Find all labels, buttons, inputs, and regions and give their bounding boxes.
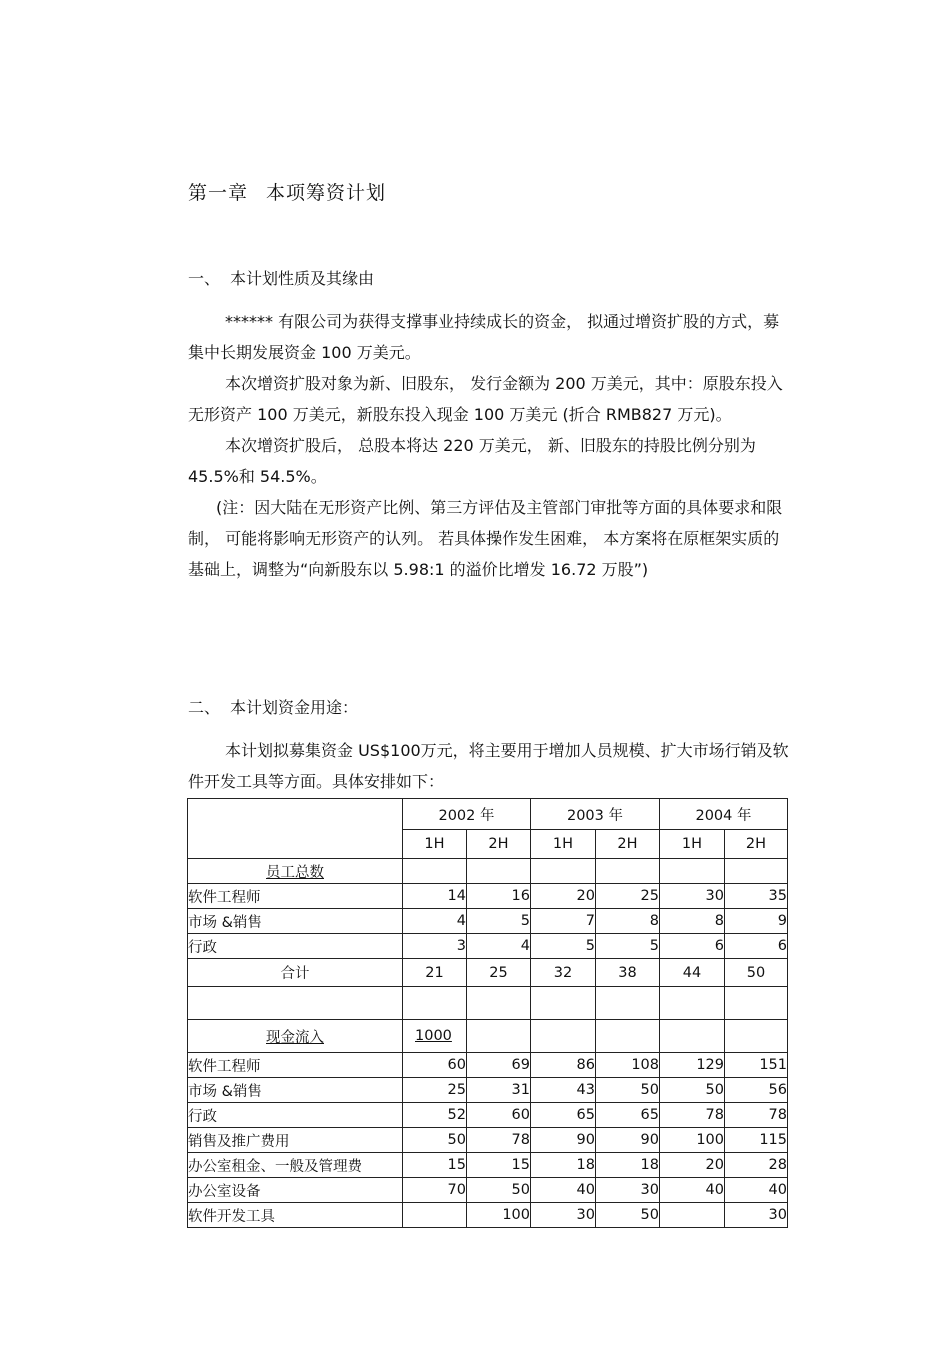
row-value: 4: [467, 934, 531, 959]
row-value: [403, 1203, 467, 1228]
row-value: 115: [725, 1128, 788, 1153]
row-value: 50: [596, 1203, 660, 1228]
table-row: [188, 1178, 788, 1203]
half-header: 2H: [467, 830, 531, 859]
total-label: 合计: [188, 959, 403, 987]
row-label: 销售及推广费用: [188, 1128, 403, 1153]
total-value: 32: [531, 959, 596, 987]
row-label: 办公室租金、一般及管理费: [188, 1153, 403, 1178]
table-row: [188, 1103, 788, 1128]
section-2-number: 二、: [188, 698, 221, 717]
half-header: 1H: [531, 830, 596, 859]
section-1-title: 本计划性质及其缘由: [230, 269, 375, 288]
row-value: 100: [467, 1203, 531, 1228]
total-value: 50: [725, 959, 788, 987]
row-value: 70: [403, 1178, 467, 1203]
section-1-number: 一、: [188, 269, 221, 288]
chapter-title: [188, 178, 386, 205]
staff-rows: [188, 884, 788, 959]
row-value: 52: [403, 1103, 467, 1128]
row-value: 15: [403, 1153, 467, 1178]
row-label: 办公室设备: [188, 1178, 403, 1203]
year-header: 2004 年: [660, 799, 788, 830]
paragraph: 本计划拟募集资金 US$100万元，将主要用于增加人员规模、扩大市场行销及软件开发工具等方面。具体安排如下：: [188, 741, 789, 791]
funding-plan-table: [187, 798, 788, 1228]
table-row: [188, 934, 788, 959]
row-value: 43: [531, 1078, 596, 1103]
row-value: 108: [596, 1053, 660, 1078]
row-value: 3: [403, 934, 467, 959]
paragraph: 本次增资扩股对象为新、旧股东， 发行金额为 200 万美元，其中：原股东投入无形资产 100 万美元，新股东投入现金 100 万美元 (折合 RMB827 万元)。: [188, 374, 783, 424]
row-label: 软件工程师: [188, 1053, 403, 1078]
row-value: 40: [725, 1178, 788, 1203]
row-value: 90: [596, 1128, 660, 1153]
row-value: 86: [531, 1053, 596, 1078]
section-2-heading: [188, 695, 358, 718]
table-row: [188, 1078, 788, 1103]
half-header: 2H: [596, 830, 660, 859]
row-label: 市场 &销售: [188, 1078, 403, 1103]
section-2-title: 本计划资金用途：: [230, 698, 359, 717]
row-value: 8: [660, 909, 725, 934]
row-value: 18: [531, 1153, 596, 1178]
row-value: 50: [596, 1078, 660, 1103]
row-value: 60: [403, 1053, 467, 1078]
row-value: 14: [403, 884, 467, 909]
row-value: 78: [725, 1103, 788, 1128]
row-value: 69: [467, 1053, 531, 1078]
staff-header: 员工总数: [266, 864, 324, 881]
total-value: 38: [596, 959, 660, 987]
row-value: 18: [596, 1153, 660, 1178]
table-row: [188, 1053, 788, 1078]
row-value: 30: [531, 1203, 596, 1228]
row-value: 129: [660, 1053, 725, 1078]
row-label: 软件开发工具: [188, 1203, 403, 1228]
row-value: 15: [467, 1153, 531, 1178]
row-value: 4: [403, 909, 467, 934]
row-value: 65: [531, 1103, 596, 1128]
row-value: 151: [725, 1053, 788, 1078]
row-value: 9: [725, 909, 788, 934]
row-value: 50: [403, 1128, 467, 1153]
section-1-heading: [188, 266, 374, 289]
row-value: 30: [660, 884, 725, 909]
cash-header-row: [188, 1020, 788, 1053]
row-value: 5: [596, 934, 660, 959]
row-label: 行政: [188, 934, 403, 959]
row-value: 8: [596, 909, 660, 934]
total-row: [188, 959, 788, 987]
total-value: 25: [467, 959, 531, 987]
note-paragraph: (注：因大陆在无形资产比例、第三方评估及主管部门审批等方面的具体要求和限制， 可能将影响无形资产的认列。 若具体操作发生困难， 本方案将在原框架实质的基础上，调整为“向新股东以 5.98:1 的溢价比增发 16.72 万股”): [188, 498, 783, 579]
table-row: [188, 884, 788, 909]
row-value: 50: [467, 1178, 531, 1203]
section-2-body: [188, 735, 792, 797]
row-value: 5: [467, 909, 531, 934]
row-value: 78: [467, 1128, 531, 1153]
row-value: 25: [596, 884, 660, 909]
half-header: 2H: [725, 830, 788, 859]
paragraph: ****** 有限公司为获得支撑事业持续成长的资金， 拟通过增资扩股的方式，募集中长期发展资金 100 万美元。: [188, 312, 780, 362]
blank-row: [188, 987, 788, 1020]
total-value: 44: [660, 959, 725, 987]
row-value: 30: [596, 1178, 660, 1203]
cash-in-value: 1000: [415, 1028, 452, 1044]
row-value: 30: [725, 1203, 788, 1228]
row-value: 28: [725, 1153, 788, 1178]
row-value: 50: [660, 1078, 725, 1103]
row-value: 7: [531, 909, 596, 934]
table-row: [188, 1203, 788, 1228]
table-row: [188, 1128, 788, 1153]
row-value: 56: [725, 1078, 788, 1103]
row-value: 6: [660, 934, 725, 959]
corner-cell: [188, 799, 403, 859]
row-label: 市场 &销售: [188, 909, 403, 934]
row-value: 60: [467, 1103, 531, 1128]
cash-rows: [188, 1053, 788, 1228]
half-header: 1H: [660, 830, 725, 859]
staff-header-row: [188, 859, 788, 884]
section-1-body: [188, 306, 792, 585]
cash-header: 现金流入: [266, 1029, 324, 1046]
row-label: 行政: [188, 1103, 403, 1128]
table-row: [188, 1153, 788, 1178]
row-value: 78: [660, 1103, 725, 1128]
total-value: 21: [403, 959, 467, 987]
row-label: 软件工程师: [188, 884, 403, 909]
row-value: [660, 1203, 725, 1228]
chapter-number: 第一章: [188, 182, 249, 204]
row-value: 16: [467, 884, 531, 909]
row-value: 20: [531, 884, 596, 909]
row-value: 100: [660, 1128, 725, 1153]
half-header: 1H: [403, 830, 467, 859]
table-row: [188, 909, 788, 934]
chapter-name: 本项筹资计划: [266, 182, 387, 204]
row-value: 40: [531, 1178, 596, 1203]
year-header: 2002 年: [403, 799, 531, 830]
row-value: 5: [531, 934, 596, 959]
row-value: 90: [531, 1128, 596, 1153]
paragraph: 本次增资扩股后， 总股本将达 220 万美元， 新、旧股东的持股比例分别为 45.5%和 54.5%。: [188, 436, 756, 486]
row-value: 40: [660, 1178, 725, 1203]
row-value: 35: [725, 884, 788, 909]
row-value: 6: [725, 934, 788, 959]
year-header: 2003 年: [531, 799, 660, 830]
row-value: 25: [403, 1078, 467, 1103]
row-value: 65: [596, 1103, 660, 1128]
row-value: 20: [660, 1153, 725, 1178]
row-value: 31: [467, 1078, 531, 1103]
